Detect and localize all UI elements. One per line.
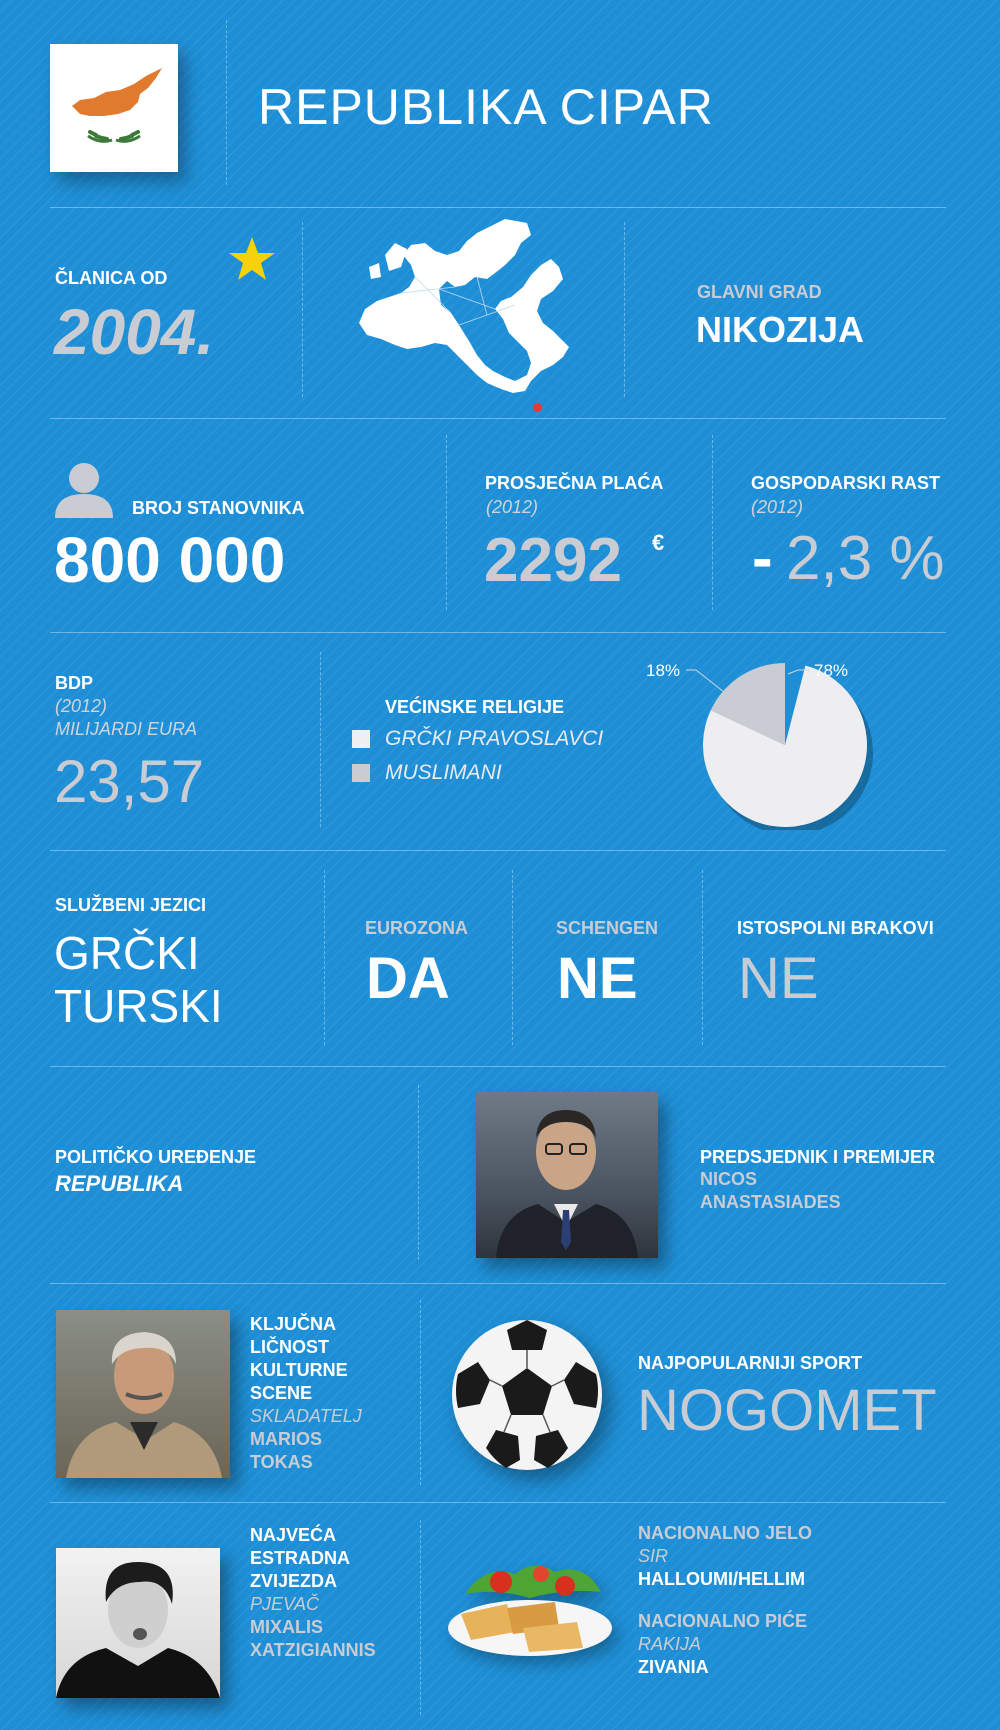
culture-role: SKLADATELJ	[250, 1406, 362, 1426]
salary-value: 2292	[484, 526, 622, 595]
pie-label-78: 78%	[814, 661, 849, 680]
legend-swatch-muslim	[352, 764, 370, 782]
legend-swatch-orthodox	[352, 730, 370, 748]
divider	[512, 870, 513, 1045]
star-icon	[228, 235, 276, 283]
culture-label-line: SCENE	[250, 1383, 313, 1403]
president-photo	[476, 1092, 658, 1258]
president-name-line: NICOS	[700, 1169, 758, 1189]
cyprus-flag-icon	[50, 44, 178, 172]
star-person-info	[250, 1524, 376, 1662]
same-sex-label: ISTOSPOLNI BRAKOVI	[737, 918, 934, 938]
eurozone-label: EUROZONA	[365, 918, 468, 938]
same-sex-value: NE	[738, 946, 819, 1011]
sport-label: NAJPOPULARNIJI SPORT	[638, 1353, 863, 1373]
population-value: 800 000	[54, 524, 286, 596]
divider	[418, 1085, 419, 1260]
growth-value: 2,3 %	[786, 524, 945, 593]
star-label-line: ESTRADNA	[250, 1548, 351, 1568]
divider	[420, 1300, 421, 1485]
population-label: BROJ STANOVNIKA	[132, 498, 305, 518]
government-value: REPUBLIKA	[55, 1171, 184, 1196]
star-name-line: XATZIGIANNIS	[250, 1640, 376, 1660]
divider	[50, 418, 946, 419]
europe-map-icon	[355, 215, 575, 405]
growth-year: (2012)	[751, 497, 804, 517]
gdp-label: BDP	[55, 673, 94, 693]
star-label-line: ZVIJEZDA	[250, 1571, 338, 1591]
growth-label: GOSPODARSKI RAST	[751, 473, 941, 493]
legend-label-muslim: MUSLIMANI	[385, 761, 502, 784]
culture-person-photo	[56, 1310, 230, 1478]
culture-label-line: KULTURNE	[250, 1360, 348, 1380]
gdp-year: (2012)	[55, 696, 108, 716]
pie-label-18: 18%	[646, 661, 681, 680]
divider	[324, 870, 325, 1045]
cyprus-marker	[533, 403, 542, 412]
language-2: TURSKI	[54, 980, 223, 1032]
culture-info	[250, 1313, 362, 1474]
sport-value: NOGOMET	[637, 1378, 937, 1443]
president-name	[700, 1168, 841, 1214]
eurozone-value: DA	[366, 946, 450, 1011]
gdp-value: 23,57	[54, 748, 205, 815]
star-person-photo	[56, 1548, 220, 1698]
divider	[50, 1502, 946, 1503]
divider	[50, 632, 946, 633]
divider	[50, 207, 946, 208]
drink-value: ZIVANIA	[638, 1657, 709, 1677]
language-1: GRČKI	[54, 927, 200, 979]
divider	[50, 1066, 946, 1067]
government-label: POLITIČKO UREĐENJE	[55, 1147, 257, 1167]
divider	[702, 870, 703, 1045]
religion-pie-chart	[630, 650, 950, 830]
culture-label-line: KLJUČNA	[250, 1314, 337, 1334]
capital-value: NIKOZIJA	[696, 309, 865, 350]
star-label-line: NAJVEĆA	[250, 1525, 337, 1545]
capital-label: GLAVNI GRAD	[697, 282, 822, 302]
page-title: REPUBLIKA CIPAR	[258, 79, 714, 135]
person-icon	[55, 462, 113, 518]
star-name-line: MIXALIS	[250, 1617, 324, 1637]
culture-name-line: TOKAS	[250, 1452, 313, 1472]
culture-label-line: LIČNOST	[250, 1337, 329, 1357]
growth-sign: -	[752, 524, 773, 593]
flag	[50, 44, 178, 172]
header-divider	[226, 20, 227, 185]
membership-label: ČLANICA OD	[55, 268, 168, 288]
dish-label: NACIONALNO JELO	[638, 1523, 813, 1543]
culture-name-line: MARIOS	[250, 1429, 322, 1449]
food-drink-info	[638, 1522, 812, 1679]
salary-label: PROSJEČNA PLAĆA	[485, 473, 664, 493]
drink-type: RAKIJA	[638, 1634, 702, 1654]
schengen-value: NE	[557, 946, 638, 1011]
divider	[320, 652, 321, 827]
divider	[446, 435, 447, 610]
divider	[624, 222, 625, 397]
drink-label: NACIONALNO PIĆE	[638, 1611, 808, 1631]
dish-type: SIR	[638, 1546, 669, 1566]
salary-unit: €	[652, 530, 665, 555]
star-role: PJEVAČ	[250, 1594, 320, 1614]
divider	[420, 1520, 421, 1715]
gdp-unit: MILIJARDI EURA	[55, 719, 198, 739]
president-name-line: ANASTASIADES	[700, 1192, 841, 1212]
leader-line-18	[686, 670, 724, 692]
languages-label: SLUŽBENI JEZICI	[55, 895, 207, 915]
membership-year: 2004.	[54, 296, 215, 368]
divider	[302, 222, 303, 397]
divider	[712, 435, 713, 610]
salary-year: (2012)	[486, 497, 539, 517]
football-icon	[450, 1318, 604, 1472]
dish-value: HALLOUMI/HELLIM	[638, 1569, 805, 1589]
president-label: PREDSJEDNIK I PREMIJER	[700, 1147, 936, 1167]
divider	[50, 1283, 946, 1284]
food-plate-icon	[445, 1552, 615, 1662]
religions-label: VEĆINSKE RELIGIJE	[385, 697, 565, 717]
legend-label-orthodox: GRČKI PRAVOSLAVCI	[385, 727, 604, 750]
schengen-label: SCHENGEN	[556, 918, 659, 938]
divider	[50, 850, 946, 851]
